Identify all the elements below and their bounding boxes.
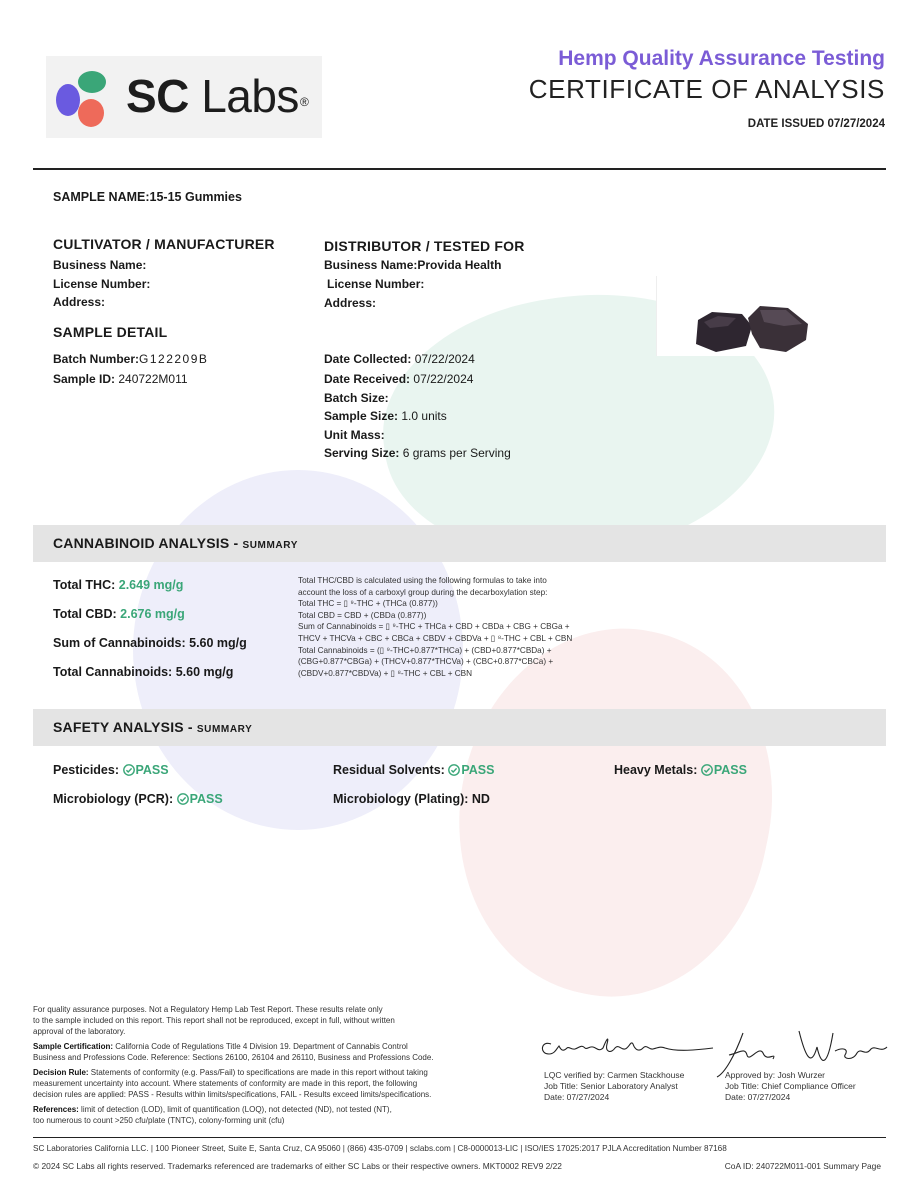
total-cannabinoids: Total Cannabinoids: 5.60 mg/g <box>53 665 234 679</box>
product-photo <box>656 276 820 356</box>
pesticides-result: Pesticides: PASS <box>53 763 169 777</box>
check-circle-icon <box>701 764 713 776</box>
approver: Approved by: Josh Wurzer Job Title: Chief Compliance Officer Date: 07/27/2024 <box>725 1070 856 1102</box>
total-cbd: Total CBD: 2.676 mg/g <box>53 607 185 621</box>
sc-labs-logo <box>46 56 322 138</box>
report-subtitle: Hemp Quality Assurance Testing <box>558 47 885 70</box>
distributor-business-name: Business Name:Provida Health <box>324 258 502 272</box>
microbiology-plating-result: Microbiology (Plating): ND <box>333 792 490 806</box>
cannabinoid-summary-title: CANNABINOID ANALYSIS - SUMMARY <box>53 535 298 551</box>
signature-carmen-stackhouse <box>537 1030 717 1066</box>
sample-certification: Sample Certification: California Code of Regulations Title 4 Division 19. Department of Cannabis Control Business and Professions Code. Reference: Sections 26100, 26104 and 26110, Business and Professions Code. <box>33 1042 434 1062</box>
sample-size: Sample Size: 1.0 units <box>324 409 447 423</box>
distributor-license: License Number: <box>327 277 425 291</box>
cultivator-business-name: Business Name: <box>53 258 147 272</box>
cannabinoid-summary-bar <box>33 525 886 562</box>
residual-solvents-result: Residual Solvents: PASS <box>333 763 495 777</box>
batch-size: Batch Size: <box>324 391 389 405</box>
heavy-metals-result: Heavy Metals: PASS <box>614 763 747 777</box>
sample-name: SAMPLE NAME:15-15 Gummies <box>53 190 242 204</box>
copyright-line: © 2024 SC Labs all rights reserved. Trademarks referenced are trademarks of either SC Labs or their respective owners. MKT0002 REV9 2/22 <box>33 1161 562 1171</box>
logo-wordmark: SC Labs® <box>126 70 309 122</box>
lab-address-line: SC Laboratories California LLC. | 100 Pioneer Street, Suite E, Santa Cruz, CA 95060 | (866) 435-0709 | sclabs.com | C8-0000013-LIC | ISO/IES 17025:2017 PJLA Accreditation Number 87168 <box>33 1144 727 1153</box>
coa-id: CoA ID: 240722M011-001 Summary Page <box>724 1161 881 1171</box>
cultivator-heading: CULTIVATOR / MANUFACTURER <box>53 236 275 252</box>
sample-detail-heading: SAMPLE DETAIL <box>53 324 168 340</box>
cultivator-license: License Number: <box>53 277 151 291</box>
unit-mass: Unit Mass: <box>324 428 385 442</box>
date-received: Date Received: 07/22/2024 <box>324 372 474 386</box>
total-thc: Total THC: 2.649 mg/g <box>53 578 184 592</box>
check-circle-icon <box>123 764 135 776</box>
safety-summary-title: SAFETY ANALYSIS - SUMMARY <box>53 719 253 735</box>
header-divider <box>33 168 886 170</box>
check-circle-icon <box>448 764 460 776</box>
footer-notes <box>33 1004 503 1130</box>
distributor-heading: DISTRIBUTOR / TESTED FOR <box>324 238 525 254</box>
date-collected: Date Collected: 07/22/2024 <box>324 352 475 366</box>
decision-rule: Decision Rule: Statements of conformity (e.g. Pass/Fail) to specifications are made in this report without taking measurement uncertainty into account. Where statements of conformity are made in this report, the following decision rules are applied: PASS - Results within limits/specifications, FAIL - Results exceed limits/specifications. <box>33 1068 432 1099</box>
thc-cbd-formula-note: Total THC/CBD is calculated using the following formulas to take into account the loss of a carboxyl group during the decarboxylation step: Total THC = ▯ ⁹-THC + (THCa (0.877)) Total CBD = CBD + (CBDa (0.877)) Sum of Cannabinoids = ▯ ⁹-THC + THCa + CBD + CBDa + CBG + CBGa + THCV + THCVa + CBC + CBCa + CBDV + CBDVa + ▯ ⁸-THC + CBL + CBN Total Cannabinoids = (▯ ⁹-THC+0.877*THCa) + (CBD+0.877*CBDa) + (CBG+0.877*CBGa) + (THCV+0.877*THCVa) + (CBC+0.877*CBCa) + (CBDV+0.877*CBDVa) + ▯ ⁸-THC + CBL + CBN <box>298 576 573 678</box>
sum-of-cannabinoids: Sum of Cannabinoids: 5.60 mg/g <box>53 636 247 650</box>
report-title: CERTIFICATE OF ANALYSIS <box>528 74 885 104</box>
batch-number: Batch Number:G122209B <box>53 352 209 366</box>
date-issued: DATE ISSUED 07/27/2024 <box>747 118 885 130</box>
sample-id: Sample ID: 240722M011 <box>53 372 188 386</box>
lqc-verifier: LQC verified by: Carmen Stackhouse Job Title: Senior Laboratory Analyst Date: 07/27/2024 <box>544 1070 685 1102</box>
footer-divider <box>33 1137 886 1138</box>
microbiology-pcr-result: Microbiology (PCR): PASS <box>53 792 223 806</box>
check-circle-icon <box>177 793 189 805</box>
distributor-address: Address: <box>324 296 377 310</box>
serving-size: Serving Size: 6 grams per Serving <box>324 446 511 460</box>
qa-disclaimer: For quality assurance purposes. Not a Regulatory Hemp Lab Test Report. These results relate only to the sample included on this report. This report shall not be reproduced, except in full, without written approval of the laboratory. <box>33 1005 395 1036</box>
cultivator-address: Address: <box>53 295 106 309</box>
references: References: limit of detection (LOD), limit of quantification (LOQ), not detected (ND), not tested (NT), too numerous to count >250 cfu/plate (TNTC), colony-forming unit (cfu) <box>33 1105 392 1125</box>
logo-dots-icon <box>52 68 112 128</box>
safety-summary-bar <box>33 709 886 746</box>
